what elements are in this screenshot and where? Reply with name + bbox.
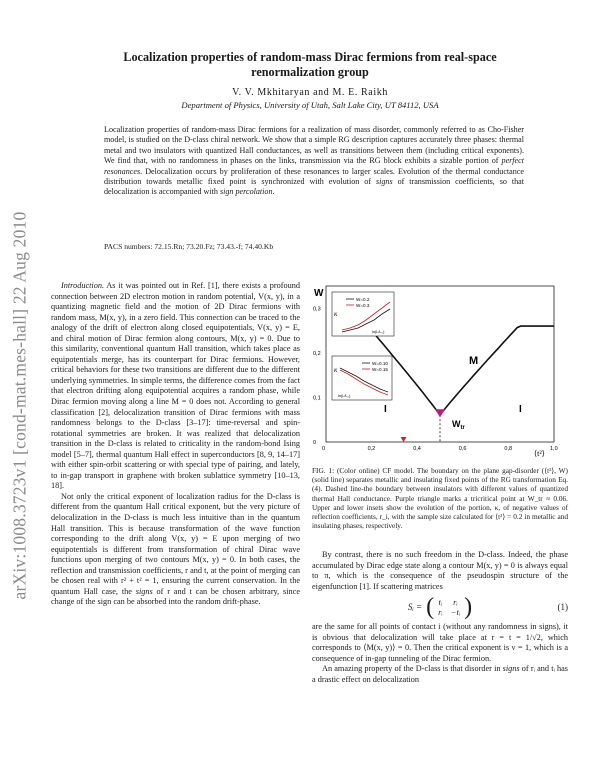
region-insulator-right-label: I [519,404,522,415]
y-tick-label: 0,1 [313,395,321,402]
title-line-1: Localization properties of random-mass Dirac fermions from real-space [123,50,497,64]
upper-legend-2: W=0.3 [356,303,370,308]
lower-inset [332,356,392,400]
y-axis-label: W [314,288,324,299]
right-paragraph-3-end: of rᵢ and tᵢ has a drastic effect on delocalization [312,664,568,684]
x-tick-labels [322,446,558,452]
arxiv-stamp [8,170,32,640]
region-metal-label: M [469,355,479,367]
title-line-2: renormalization group [251,65,369,79]
second-paragraph [51,492,300,608]
tricritical-label [452,419,465,431]
y-tick-label: 0,3 [313,306,321,313]
right-paragraph-1: By contrast, there is no such freedom in the D-class. Indeed, the phase accumulated by Dirac edge state along a contour M(x, y) = 0 is always equal to π, which is the consequence of the pseudospin structure of the eigenfunction [1]. If scattering matrices [312,550,568,591]
x-tick-label: 0,4 [413,446,421,452]
abstract-emphasis-1: perfect resonances [104,156,524,176]
authors: V. V. Mkhitaryan and M. E. Raikh [232,87,388,98]
x-tick-label: 0,6 [458,446,467,452]
matrix-cell: rᵢ [453,596,458,607]
second-paragraph-end: of r and t can be chosen arbitrary, since change of the sign can be absorbed into the random drift-phase. [51,586,300,607]
equation-lhs: Sᵢ = [407,601,423,612]
x-tick-label: 0,8 [504,446,513,452]
right-paragraph-3-start: An amazing property of the D-class is that disorder in [322,664,503,674]
upper-legend-1: W=0.2 [356,297,370,302]
matrix-left-paren: ( [426,594,435,621]
upper-inset [332,292,394,336]
left-column [51,281,300,608]
upper-inset-xlabel: ln(L/L₀) [372,330,385,334]
x-tick-label: 1,0 [550,446,558,452]
right-column [312,550,568,685]
matrix-cell: tᵢ [438,596,443,607]
affiliation: Department of Physics, University of Utah, Salt Lake City, UT 84112, USA [181,100,439,110]
y-tick-label: 0,2 [313,350,321,357]
lower-inset-kappa: κ [334,366,338,374]
paper-title [60,50,560,80]
figure-1 [312,282,568,462]
matrix-right-paren: ) [464,594,473,621]
second-paragraph-emphasis: signs [135,586,153,596]
abstract-part-3: of transmission coefficients, so that delocalization is accompanied with [104,177,524,197]
lower-legend-1: W=0.10 [372,361,388,366]
second-paragraph-text: Not only the critical exponent of localization radius for the D-class is different from the quantum Hall critical exponent, but the very picture of delocalization in the D-class is much less intuitive than in the quantum Hall transition. This is because transformation of the wave function corresponding to the drift along V(x, y) = E upon merging of two equipotentials is different from transformation of chiral Dirac wave functions upon merging of two contours M(x, y) = 0. In both cases, the reflection and transmission coefficients, r and t, at the point of merging can be chosen real with r² + t² = 1, ensuring the current conservation. In the quantum Hall case, the [51,491,300,596]
abstract-part-4: . [272,187,275,197]
equation-1 [312,592,568,622]
x-tick-label: 0 [322,446,326,452]
arxiv-stamp-text: arXiv:1008.3723v1 [cond-mat.mes-hall] 22 Aug 2010 [9,211,30,599]
figure-caption: FIG. 1: (Color online) CF model. The boundary on the plane gap-disorder (⟨t²⟩, W) (solid line) separates metallic and insulating fixed points of the RG transformation Eq. (4). Dashed line-the boundary between insulators with different values of quantized thermal Hall conductance. Purple triangle marks a tricritical point at W_tr ≈ 0.06. Upper and lower insets show the evolution of the portion, κ, of negative values of reflection coefficients, r_i, with the sample size calculated for ⟨t²⟩ = 0.2 in metallic and insulating phases, respectively. [312,466,568,531]
x-tick-label: 0,2 [367,446,376,452]
x-axis-label: ⟨t²⟩ [534,449,545,458]
pacs-numbers: PACS numbers: 72.15.Rn; 73.20.Fz; 73.43.-f; 74.40.Kb [104,242,274,251]
tricritical-label-main: W [452,419,461,429]
abstract-emphasis-3: sign percolation [219,187,273,197]
intro-text: As it was pointed out in Ref. [1], there exists a profound connection between 2D electron motion in random potential, V(x, y), in a quantizing magnetic field and the motion of 2D Dirac fermions with random mass, M(x, y), in a zero field. This connection can be traced to the analogy of the drift of electron along closed equipotentials, V(x, y) = E, and chiral motion of Dirac fermion along contours, M(x, y) = 0. Due to this similarity, conventional quantum Hall transition, which takes place as equipotentials merge, has its counterpart for Dirac fermions. However, critical behaviors for these two transitions are different due to the different underlying symmetries. In simple terms, the difference comes from the fact that electron drifting along equipotential acquires a random phase, while Dirac fermion moving along a line M = 0 does not. According to general classification [2], delocalization transition of Dirac fermions with mass randomness belongs to the D-class [3–17]: time-reversal and spin-rotational symmetries are broken. It was realized that delocalization transition in the D-class is related to criticality in the random-bond Ising model [5–7], thermal quantum Hall effect in superconductors [8, 9, 14–17] with either spin-orbit scattering or with special type of pairing, and lately, to in-gap transport in graphene with broken sublattice symmetry [10–13, 18]. [51,281,300,491]
lower-legend-2: W=0.15 [372,367,388,372]
abstract-part-2: . Delocalization occurs by proliferation of these resonances to larger scales. Evolution of the thermal conductance distribution towards metallic fixed point is synchronized with evolution of [104,166,524,187]
matrix-cell: −tᵢ [450,607,461,618]
lower-inset-xlabel: ln(L/L₀) [338,394,351,398]
matrix-table [434,597,464,618]
abstract-emphasis-2: signs [375,177,393,187]
tricritical-point [435,409,445,417]
upper-inset-kappa: κ [334,310,338,318]
right-paragraph-3-emphasis: signs [502,664,520,674]
y-tick-labels [313,306,321,446]
region-insulator-left-label: I [384,404,387,415]
tricritical-label-sub: tr [460,425,465,431]
y-tick-label: 0 [313,440,317,446]
right-paragraph-3 [312,664,568,685]
gap-marker [401,437,407,442]
scattering-matrix [426,594,473,621]
matrix-cell: rᵢ [438,607,443,618]
abstract-part-1: Localization properties of random-mass Dirac fermions for a realization of mass disorder, commonly referred to as Cho-Fisher model, is studied on the D-class chiral network. We show that a simple RG description captures accurately three phases: thermal metal and two insulators with quantized Hall conductances, as well as transitions between them (including critical exponents). We find that, with no randomness in phases on the links, transmission via the RG block exhibits a sizable portion of [104,125,524,166]
equation-number: (1) [557,601,568,612]
intro-paragraph [51,281,300,492]
abstract [104,125,524,198]
intro-lead: Introduction. [61,281,105,290]
right-paragraph-2: are the same for all points of contact i (without any randomness in signs), it is obvious that delocalization will take place at r = t = 1/√2, which corresponds to ⟨M(x, y)⟩ = 0. Then the critical exponent is ν = 1, which is a consequence of in-gap tunneling of the Dirac fermion. [312,622,568,663]
